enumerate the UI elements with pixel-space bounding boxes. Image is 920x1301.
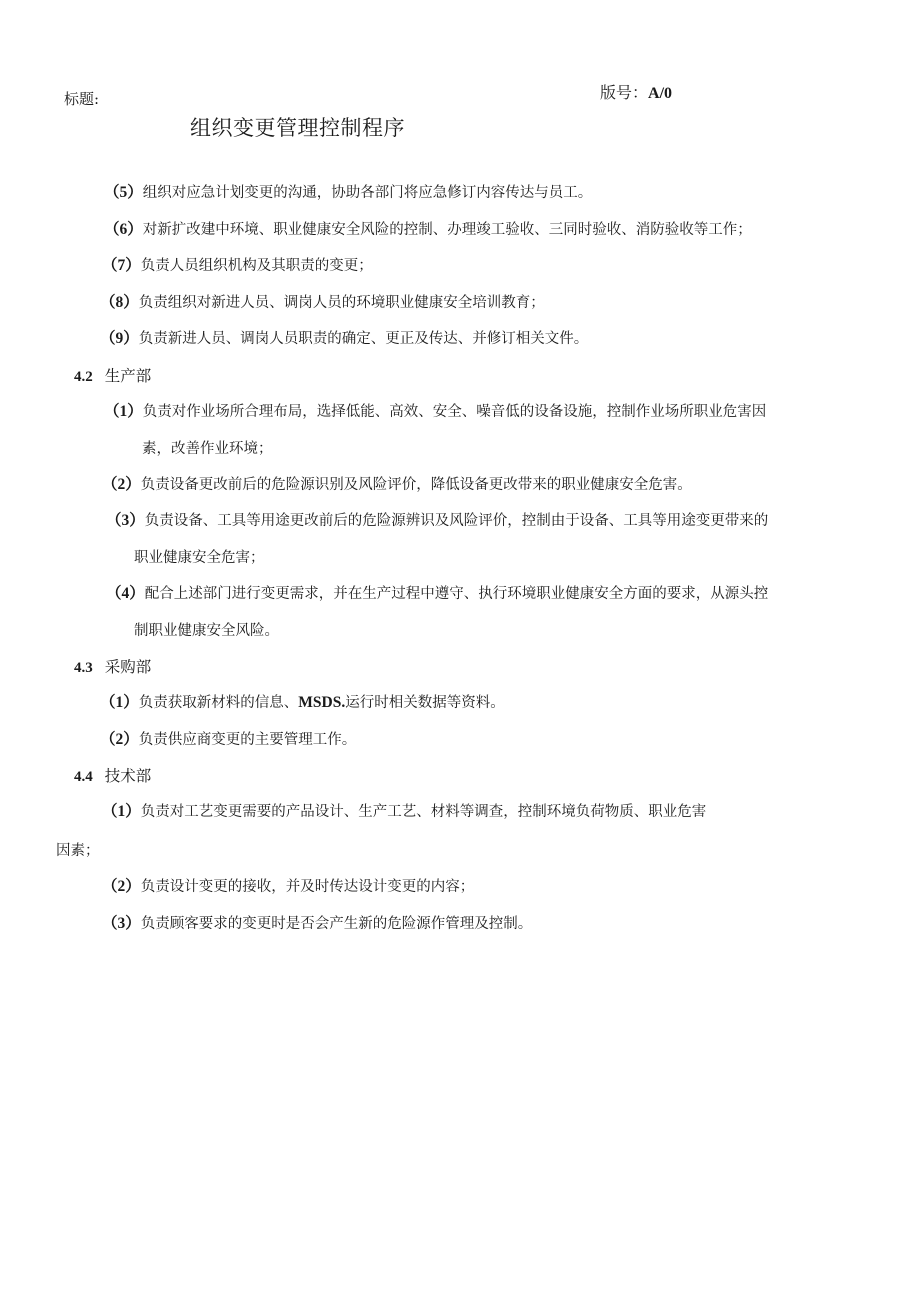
- header-label: 标题:: [64, 90, 100, 108]
- item-number: （3）: [106, 512, 145, 529]
- item-text: 负责供应商变更的主要管理工作。: [138, 732, 357, 748]
- section-title: 采购部: [104, 658, 152, 676]
- item-text: 配合上述部门进行变更需求，并在生产过程中遵守、执行环境职业健康安全方面的要求，从源头控: [144, 586, 769, 602]
- item-continuation: 职业健康安全危害；: [134, 550, 265, 566]
- item-text: 负责对作业场所合理布局，选择低能、高效、安全、噪音低的设备设施，控制作业场所职业危害因: [142, 404, 767, 420]
- item-number: （1）: [104, 403, 143, 420]
- item-text: 负责人员组织机构及其职责的变更；: [140, 258, 373, 274]
- item-text: 负责顾客要求的变更时是否会产生新的危险源作管理及控制。: [140, 916, 533, 932]
- list-item: [106, 511, 768, 531]
- list-item: [102, 877, 474, 897]
- version-label: 版号：: [600, 83, 649, 102]
- item-text: 负责获取新材料的信息、: [138, 695, 299, 711]
- list-item: [102, 256, 373, 276]
- item-text: 负责组织对新进人员、调岗人员的环境职业健康安全培训教育；: [138, 295, 545, 311]
- item-text: 运行时相关数据等资料。: [345, 695, 505, 711]
- item-text: 负责设计变更的接收，并及时传达设计变更的内容；: [140, 879, 475, 895]
- section-heading-4-2: [74, 366, 151, 387]
- item-number: （6）: [104, 221, 143, 238]
- section-title: 生产部: [104, 367, 152, 385]
- item-number: （4）: [106, 585, 145, 602]
- item-text: 负责设备更改前后的危险源识别及风险评价，降低设备更改带来的职业健康安全危害。: [140, 477, 692, 493]
- list-item: [104, 402, 766, 422]
- list-item: [104, 183, 592, 203]
- list-item: [100, 693, 505, 713]
- item-text: 对新扩改建中环境、职业健康安全风险的控制、办理竣工验收、三同时验收、消防验收等工作；: [142, 222, 752, 238]
- msds-term: MSDS.: [298, 694, 346, 711]
- item-number: （1）: [102, 803, 141, 820]
- section-number: 4.3: [74, 660, 93, 676]
- list-item: [106, 584, 768, 604]
- item-number: （2）: [102, 878, 141, 895]
- list-item: [100, 293, 545, 313]
- section-heading-4-4: [74, 766, 151, 787]
- item-continuation: 因素；: [56, 843, 100, 859]
- item-number: （5）: [104, 184, 143, 201]
- item-continuation: 素，改善作业环境；: [142, 441, 273, 457]
- list-item: [102, 914, 532, 934]
- section-heading-4-3: [74, 657, 151, 678]
- item-text: 负责新进人员、调岗人员职责的确定、更正及传达、并修订相关文件。: [138, 331, 589, 347]
- version-value: A/0: [648, 85, 673, 102]
- item-number: （7）: [102, 257, 141, 274]
- list-item: [100, 329, 588, 349]
- version-number: [600, 80, 672, 103]
- section-number: 4.4: [74, 769, 93, 785]
- item-number: （9）: [100, 330, 139, 347]
- list-item: [102, 475, 692, 495]
- list-item: [104, 220, 752, 240]
- item-text: 负责设备、工具等用途更改前后的危险源辨识及风险评价，控制由于设备、工具等用途变更带来的: [144, 513, 769, 529]
- item-text: 组织对应急计划变更的沟通，协助各部门将应急修订内容传达与员工。: [142, 185, 593, 201]
- list-item: [100, 730, 356, 750]
- item-number: （3）: [102, 915, 141, 932]
- document-title: 组织变更管理控制程序: [190, 116, 405, 140]
- item-text: 负责对工艺变更需要的产品设计、生产工艺、材料等调查，控制环境负荷物质、职业危害: [140, 804, 707, 820]
- item-number: （1）: [100, 694, 139, 711]
- item-number: （8）: [100, 294, 139, 311]
- section-title: 技术部: [104, 767, 152, 785]
- item-number: （2）: [102, 476, 141, 493]
- item-number: （2）: [100, 731, 139, 748]
- item-continuation: 制职业健康安全风险。: [134, 623, 279, 639]
- section-number: 4.2: [74, 369, 93, 385]
- list-item: [102, 802, 706, 822]
